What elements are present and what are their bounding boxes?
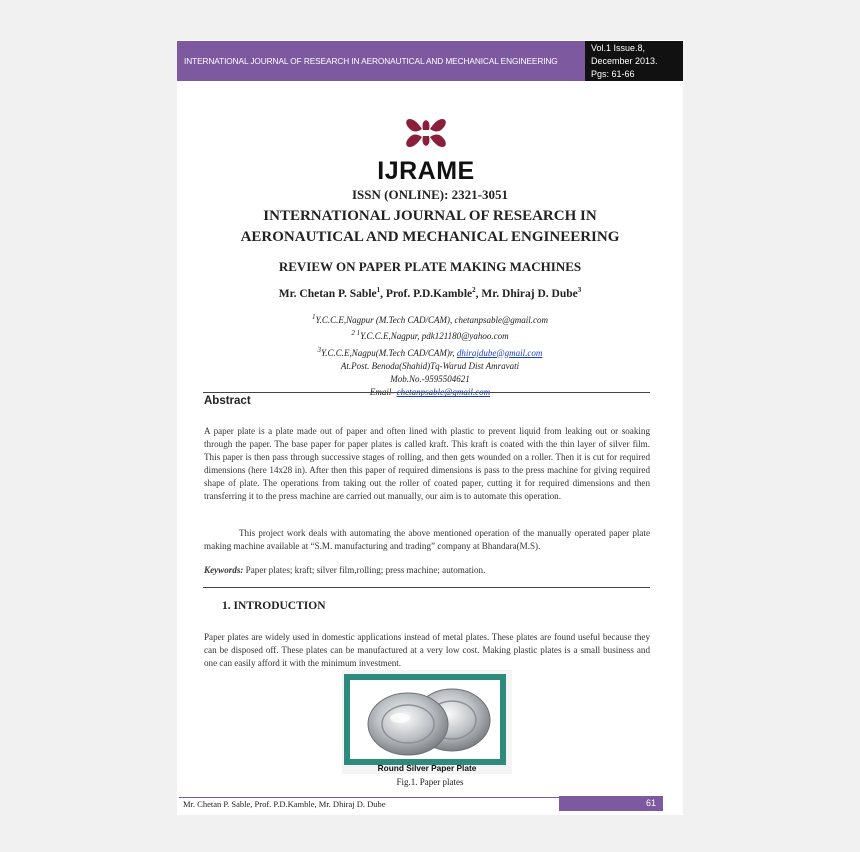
volume-issue: Vol.1 Issue.8, bbox=[591, 43, 646, 53]
abstract-paragraph-2: This project work deals with automating the above mentioned operation of the manually operated paper plate making machine available at “S.M. manufacturing and trading” company at Bhandara(M.S). bbox=[204, 528, 650, 551]
author-3-sup: 3 bbox=[577, 286, 582, 294]
affiliation-address: At.Post. Benoda(Shahid)Tq-Warud Dist Amravati bbox=[340, 360, 520, 371]
author-3: , Mr. Dhiraj D. Dube bbox=[475, 287, 578, 300]
author-2-sup: 2 bbox=[472, 286, 476, 294]
keywords-list: Paper plates; kraft; silver film,rolling; press machine; automation. bbox=[243, 565, 486, 575]
paper-title: REVIEW ON PAPER PLATE MAKING MACHINES bbox=[278, 259, 582, 274]
footer-authors: Mr. Chetan P. Sable, Prof. P.D.Kamble, Mr. Dhiraj D. Dube bbox=[183, 799, 386, 809]
author-1: Mr. Chetan P. Sable bbox=[278, 287, 377, 300]
figure-caption: Fig.1. Paper plates bbox=[396, 777, 464, 787]
journal-banner-text: INTERNATIONAL JOURNAL OF RESEARCH IN AERONAUTICAL AND MECHANICAL ENGINEERING bbox=[184, 56, 558, 66]
author-1-sup: 1 bbox=[376, 286, 381, 294]
abstract-bottom-rule bbox=[203, 587, 650, 588]
affiliation-3: $^3$Y.C.C.E,Nagpu(M.Tech CAD/CAM)r, dhirajdube@gmail.com bbox=[317, 345, 543, 358]
abstract-top-rule bbox=[203, 392, 650, 393]
email-link-dube[interactable]: dhirajdube@gmail.com bbox=[456, 347, 543, 358]
introduction-heading: 1. INTRODUCTION bbox=[222, 600, 326, 612]
keywords-label: Keywords: bbox=[204, 565, 244, 575]
abstract-paragraph-1: A paper plate is a plate made out of paper and often lined with plastic to prevent liquid from leaking out or soaking through the paper. The base paper for paper plates is called kraft. This kraft is coated with the thin layer of silver film. This paper is then pass through successive stages of rolling, and then gets wounded on a roller. Then it is cut for required dimensions (here 14x28 in). After then this paper of required dimensions is pass to the press machine for giving required shape of plate. The operations from taking out the roller of coated paper, cutting it for required dimensions and then transferring it to the press machine are carried out manually, our aim is to automate this operation. bbox=[204, 426, 650, 501]
introduction-paragraph: Paper plates are widely used in domestic applications instead of metal plates. These plates are found useful because they can be disposed off. These plates can be manufactured at a very low cost. Making plastic plates is a small business and one can easily afford it with the minimum investment. bbox=[204, 632, 650, 668]
affiliation-email: Email- chetanpsable@gmail.com bbox=[369, 387, 491, 398]
volume-date: December 2013. bbox=[591, 56, 658, 66]
issn: ISSN (ONLINE): 2321-3051 bbox=[351, 187, 508, 202]
page-number: 61 bbox=[559, 796, 663, 811]
journal-title-line2: AERONAUTICAL AND MECHANICAL ENGINEERING bbox=[240, 229, 620, 245]
affiliation-1: $^1$Y.C.C.E,Nagpur (M.Tech CAD/CAM), chetanpsable@gmail.com bbox=[311, 313, 549, 325]
ijrame-logo-icon bbox=[364, 107, 488, 183]
figure-image-caption: Round Silver Paper Plate bbox=[377, 763, 477, 773]
affiliation-2: $^{2 1}$Y.C.C.E,Nagpur, pdk121180@yahoo.com bbox=[351, 329, 509, 342]
volume-pages: Pgs: 61-66 bbox=[591, 69, 635, 79]
volume-box bbox=[585, 41, 683, 81]
figure-image bbox=[350, 680, 500, 759]
journal-banner bbox=[177, 41, 585, 81]
journal-title bbox=[177, 206, 683, 248]
logo-text: IJRAME bbox=[377, 157, 475, 183]
affiliations bbox=[177, 311, 683, 400]
affiliation-mobile: Mob.No.-9595504621 bbox=[390, 374, 470, 385]
ijrame-logo bbox=[364, 107, 488, 183]
keywords bbox=[204, 564, 650, 577]
author-list bbox=[177, 286, 683, 300]
journal-title-line1: INTERNATIONAL JOURNAL OF RESEARCH IN bbox=[263, 208, 597, 224]
author-2: , Prof. P.D.Kamble bbox=[380, 287, 473, 300]
footer-rule bbox=[179, 797, 561, 798]
abstract-heading: Abstract bbox=[204, 395, 251, 407]
paper-plates-image-icon bbox=[350, 680, 500, 759]
email-link-sable[interactable]: chetanpsable@gmail.com bbox=[396, 387, 491, 398]
